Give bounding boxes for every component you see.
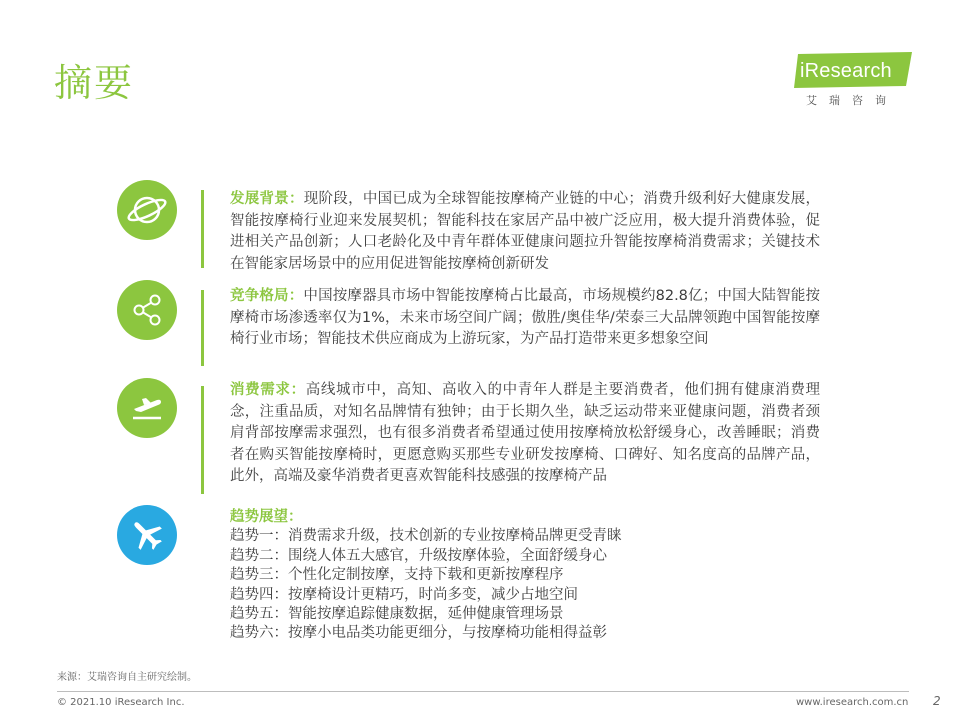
footer-divider [57,691,909,692]
planet-icon [117,180,177,240]
section-label: 消费需求： [230,382,306,398]
trend-item: 趋势六：按摩小电品类功能更细分，与按摩椅功能相得益彰 [230,625,607,642]
section-label: 发展背景： [230,191,304,207]
section-label: 竞争格局： [230,288,304,304]
airplane-icon [117,505,177,565]
logo-subtitle: 艾瑞咨询 [806,94,898,107]
page-number: 2 [933,694,941,708]
section-text [230,189,820,275]
departure-icon [117,378,177,438]
section-body: 现阶段，中国已成为全球智能按摩椅产业链的中心；消费升级利好大健康发展，智能按摩椅行业迎来发展契机；智能科技在家居产品中被广泛应用，极大提升消费体验，促进相关产品创新；人口老龄化及中青年群体亚健康问题拉升智能按摩椅消费需求；关键技术在智能家居场景中的应用促进智能按摩椅创新研发 [230,191,821,272]
trend-item: 趋势四：按摩椅设计更精巧，时尚多变，减少占地空间 [230,586,578,603]
page-title: 摘要 [54,61,135,105]
trend-item: 趋势二：围绕人体五大感官，升级按摩体验，全面舒缓身心 [230,547,607,564]
website-link[interactable]: www.iresearch.com.cn [796,697,909,708]
logo-text: iResearch [800,60,892,82]
iresearch-logo [792,52,914,110]
section-label: 趋势展望： [230,509,303,525]
section-divider [201,386,204,494]
section-divider [201,190,204,268]
trend-item: 趋势五：智能按摩追踪健康数据，延伸健康管理场景 [230,606,564,623]
section-body: 中国按摩器具市场中智能按摩椅占比最高，市场规模约82.8亿；中国大陆智能按摩椅市场渗透率仅为1%，未来市场空间广阔；傲胜/奥佳华/荣泰三大品牌领跑中国智能按摩椅行业市场；智能技术供应商成为上游玩家，为产品打造带来更多想象空间 [230,288,820,347]
section-text [230,380,820,488]
section-text [230,286,820,351]
section-text [230,508,820,644]
section-body: 高线城市中，高知、高收入的中青年人群是主要消费者，他们拥有健康消费理念，注重品质，对知名品牌情有独钟；由于长期久坐，缺乏运动带来亚健康问题，消费者颈肩背部按摩需求强烈，也有很多消费者希望通过使用按摩椅放松舒缓身心，改善睡眠；消费者在购买智能按摩椅时，更愿意购买那些专业研发按摩椅、口碑好、知名度高的品牌产品，此外，高端及豪华消费者更喜欢智能科技感强的按摩椅产品 [230,382,821,484]
trend-item: 趋势一：消费需求升级，技术创新的专业按摩椅品牌更受青睐 [230,528,622,545]
copyright: © 2021.10 iResearch Inc. [57,697,185,708]
section-divider [201,290,204,366]
source-note: 来源：艾瑞咨询自主研究绘制。 [57,672,197,683]
share-icon [117,280,177,340]
trend-item: 趋势三：个性化定制按摩，支持下载和更新按摩程序 [230,567,564,584]
